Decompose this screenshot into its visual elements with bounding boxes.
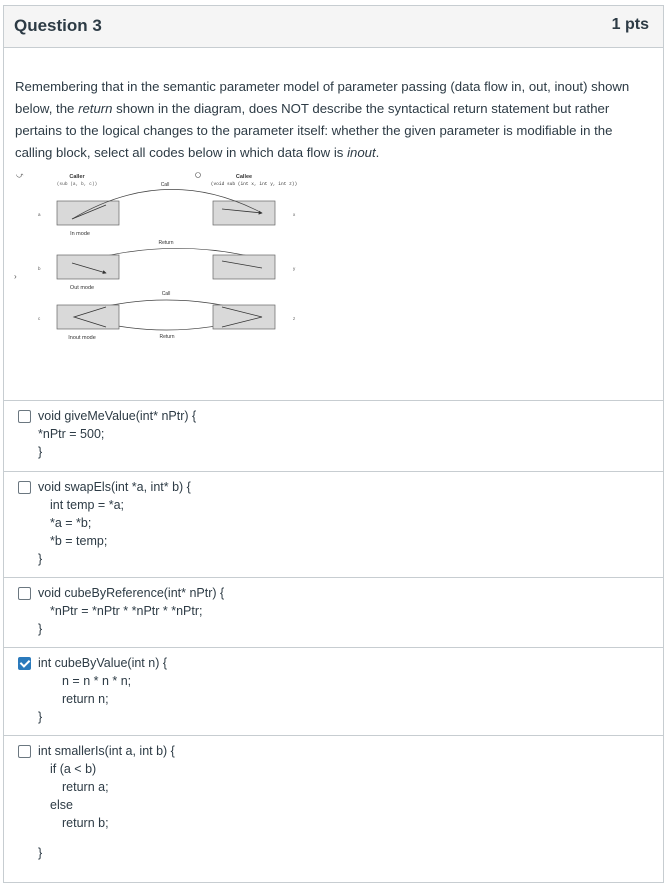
callee-box-z [213, 305, 275, 329]
right-letter-z: z [293, 316, 296, 321]
code-line: return n; [62, 692, 109, 706]
caller-signature: (sub (a, b, c)) [56, 182, 98, 187]
left-letter-a: a [38, 212, 41, 217]
inout-mode-label: Inout mode [68, 335, 96, 341]
question-header [4, 6, 663, 48]
answer-option-3[interactable] [4, 577, 663, 647]
answer-option-5[interactable] [4, 735, 663, 881]
answer-checkbox-3[interactable] [18, 587, 31, 600]
question-card [3, 5, 664, 883]
corner-mark-icon: ⤻ [16, 172, 24, 179]
code-line: *b = temp; [50, 534, 108, 548]
return-label-bottom: Return [159, 334, 175, 340]
answer-checkbox-5[interactable] [18, 745, 31, 758]
answer-option-2[interactable] [4, 471, 663, 577]
code-line: int temp = *a; [50, 498, 124, 512]
question-prompt [15, 76, 645, 164]
code-line: int cubeByValue(int n) { [38, 656, 168, 670]
small-circle-marker [196, 173, 201, 178]
caller-box-c [57, 305, 119, 329]
code-line: return a; [62, 780, 109, 794]
code-line: int smallerIs(int a, int b) { [38, 744, 175, 758]
code-line: } [38, 622, 43, 636]
right-letter-y: y [293, 266, 296, 271]
prompt-text-2: shown in the diagram, does NOT describe the syntactical return statement but rather pertains to the logical changes to the parameter itself: whether the given parameter is modifiable in the calling block, select all codes below in which data flow is [15, 101, 613, 160]
return-label-mid: Return [158, 240, 174, 246]
code-line: } [38, 846, 43, 860]
answer-option-4[interactable] [4, 647, 663, 735]
caller-label: Caller [69, 174, 85, 180]
callee-box-y [213, 255, 275, 279]
code-line: if (a < b) [50, 762, 97, 776]
parameter-passing-diagram [10, 169, 330, 349]
in-mode-label: In mode [70, 231, 90, 237]
answer-option-1[interactable] [4, 400, 663, 471]
prompt-text-3: . [375, 145, 380, 160]
callee-label: Callee [235, 174, 253, 180]
caller-box-a [57, 201, 119, 225]
code-line: } [38, 445, 43, 459]
question-title: Question 3 [14, 16, 102, 35]
code-line: void giveMeValue(int* nPtr) { [38, 409, 197, 423]
code-line: } [38, 710, 43, 724]
answer-list [4, 400, 663, 881]
code-line: n = n * n * n; [62, 674, 132, 688]
code-line: *nPtr = 500; [38, 427, 105, 441]
call-label-mid: Call [161, 291, 171, 297]
code-line: else [50, 798, 73, 812]
code-line: void cubeByReference(int* nPtr) { [38, 586, 225, 600]
code-line: void swapEls(int *a, int* b) { [38, 480, 191, 494]
right-letter-x: x [293, 212, 296, 217]
prompt-text-1: Remembering that in the semantic parameter model of parameter passing (data flow in, out, inout) shown below, the [15, 79, 630, 116]
call-label-top: Call [160, 182, 170, 188]
answer-checkbox-4[interactable] [18, 657, 31, 670]
side-bracket-icon: › [14, 272, 17, 281]
answer-checkbox-1[interactable] [18, 410, 31, 423]
question-points: 1 pts [611, 16, 649, 33]
prompt-emphasis-return: return [78, 101, 113, 116]
callee-signature: (void sub (int x, int y, int z)) [210, 182, 298, 187]
prompt-emphasis-inout: inout [347, 145, 376, 160]
code-line: return b; [62, 816, 109, 830]
left-letter-b: b [38, 266, 41, 271]
out-mode-label: Out mode [69, 285, 95, 291]
code-line: } [38, 552, 43, 566]
answer-checkbox-2[interactable] [18, 481, 31, 494]
code-line: *a = *b; [50, 516, 92, 530]
caller-box-b [57, 255, 119, 279]
code-line: *nPtr = *nPtr * *nPtr * *nPtr; [50, 604, 203, 618]
left-letter-c: c [38, 316, 41, 321]
